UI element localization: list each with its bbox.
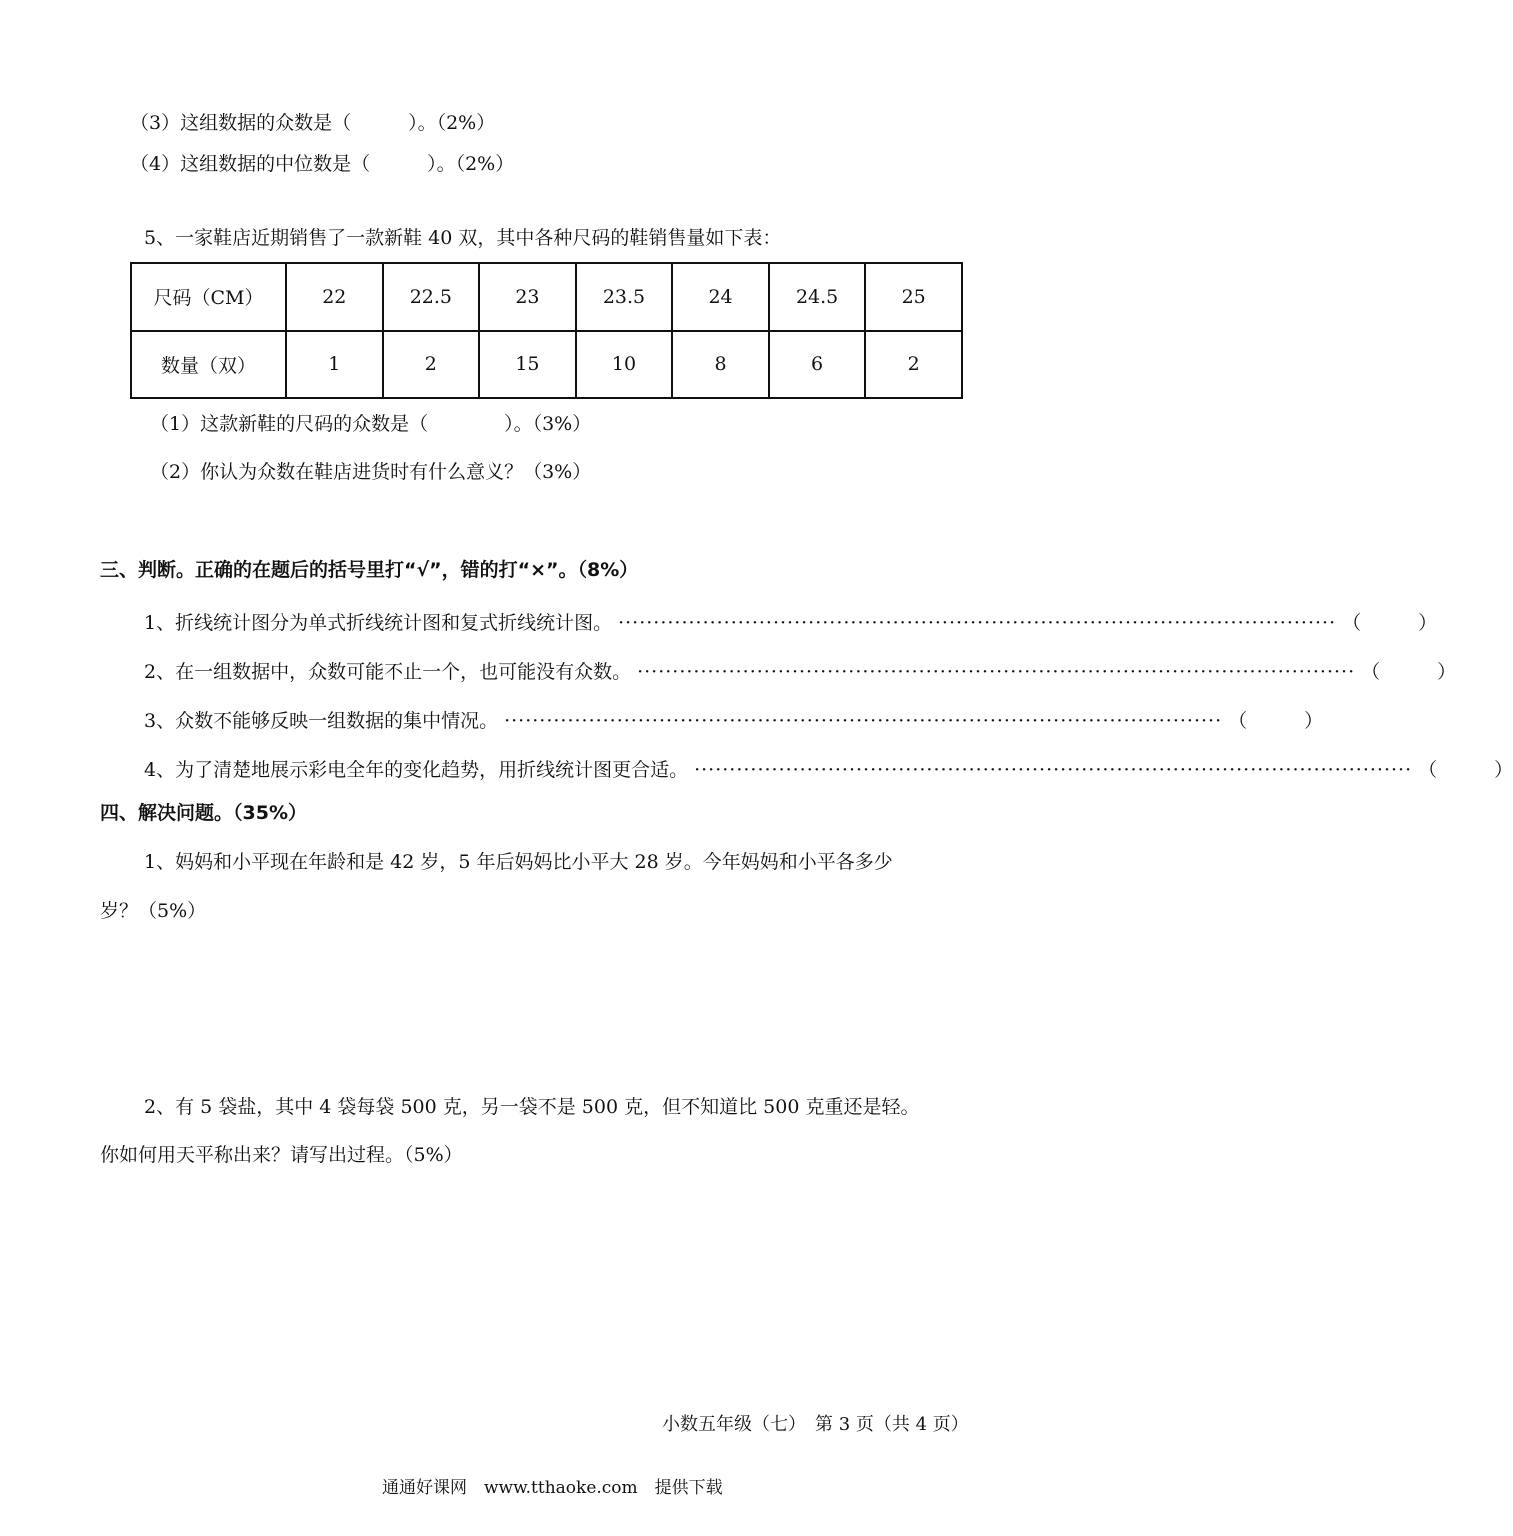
question-4-median: （4）这组数据的中位数是（ ）。（2%）: [130, 153, 515, 175]
size-cell: 24.5: [769, 263, 866, 331]
quantity-cell: 6: [769, 331, 866, 399]
size-cell: 22: [286, 263, 383, 331]
table-row-sizes: [131, 263, 962, 331]
answer-parentheses: （ ）: [1342, 612, 1438, 634]
source-credit: 通通好课网 www.tthaoke.com 提供下载: [382, 1478, 723, 1498]
quantity-cell: 2: [865, 331, 962, 399]
quantity-cell: 2: [383, 331, 480, 399]
problem-1-line-2: 岁？（5%）: [100, 900, 207, 922]
leader-dots: ······································································································: [618, 612, 1337, 634]
judge-item: [144, 608, 1438, 635]
quantity-header-cell: 数量（双）: [131, 331, 286, 399]
size-cell: 23: [479, 263, 576, 331]
judge-item-text: 4、为了清楚地展示彩电全年的变化趋势，用折线统计图更合适。: [144, 759, 689, 781]
answer-parentheses: （ ）: [1228, 710, 1324, 732]
problem-2-line-1: 2、有 5 袋盐，其中 4 袋每袋 500 克，另一袋不是 500 克，但不知道比 500 克重还是轻。: [144, 1096, 920, 1118]
question-5-intro: 5、一家鞋店近期销售了一款新鞋 40 双，其中各种尺码的鞋销售量如下表：: [144, 227, 782, 249]
judge-item-text: 1、折线统计图分为单式折线统计图和复式折线统计图。: [144, 612, 613, 634]
judge-item-text: 3、众数不能够反映一组数据的集中情况。: [144, 710, 499, 732]
quantity-cell: 8: [672, 331, 769, 399]
quantity-cell: 15: [479, 331, 576, 399]
problem-2-line-2: 你如何用天平称出来？请写出过程。（5%）: [100, 1144, 463, 1166]
question-5-1: （1）这款新鞋的尺码的众数是（ ）。（3%）: [150, 413, 592, 435]
section-4-heading: 四、解决问题。（35%）: [100, 802, 307, 824]
judge-item: [144, 755, 1513, 782]
leader-dots: ······································································································: [694, 759, 1413, 781]
leader-dots: ······································································································: [637, 661, 1356, 683]
section-3-heading: 三、判断。正确的在题后的括号里打“√”，错的打“×”。（8%）: [100, 559, 639, 581]
judge-item: [144, 706, 1324, 733]
judge-item: [144, 657, 1457, 684]
page-info: 小数五年级（七） 第 3 页（共 4 页）: [662, 1414, 969, 1435]
problem-1-line-1: 1、妈妈和小平现在年龄和是 42 岁，5 年后妈妈比小平大 28 岁。今年妈妈和小平各多少: [144, 851, 893, 873]
answer-parentheses: （ ）: [1418, 759, 1513, 781]
answer-parentheses: （ ）: [1361, 661, 1457, 683]
quantity-cell: 1: [286, 331, 383, 399]
size-header-cell: 尺码（CM）: [131, 263, 286, 331]
size-cell: 22.5: [383, 263, 480, 331]
size-cell: 23.5: [576, 263, 673, 331]
size-cell: 24: [672, 263, 769, 331]
size-cell: 25: [865, 263, 962, 331]
quantity-cell: 10: [576, 331, 673, 399]
question-5-2: （2）你认为众数在鞋店进货时有什么意义？（3%）: [150, 461, 592, 483]
judge-item-text: 2、在一组数据中，众数可能不止一个，也可能没有众数。: [144, 661, 632, 683]
shoe-size-table: [130, 262, 963, 399]
table-row-quantities: [131, 331, 962, 399]
question-3-mode: （3）这组数据的众数是（ ）。（2%）: [130, 112, 496, 134]
leader-dots: ······································································································: [504, 710, 1223, 732]
